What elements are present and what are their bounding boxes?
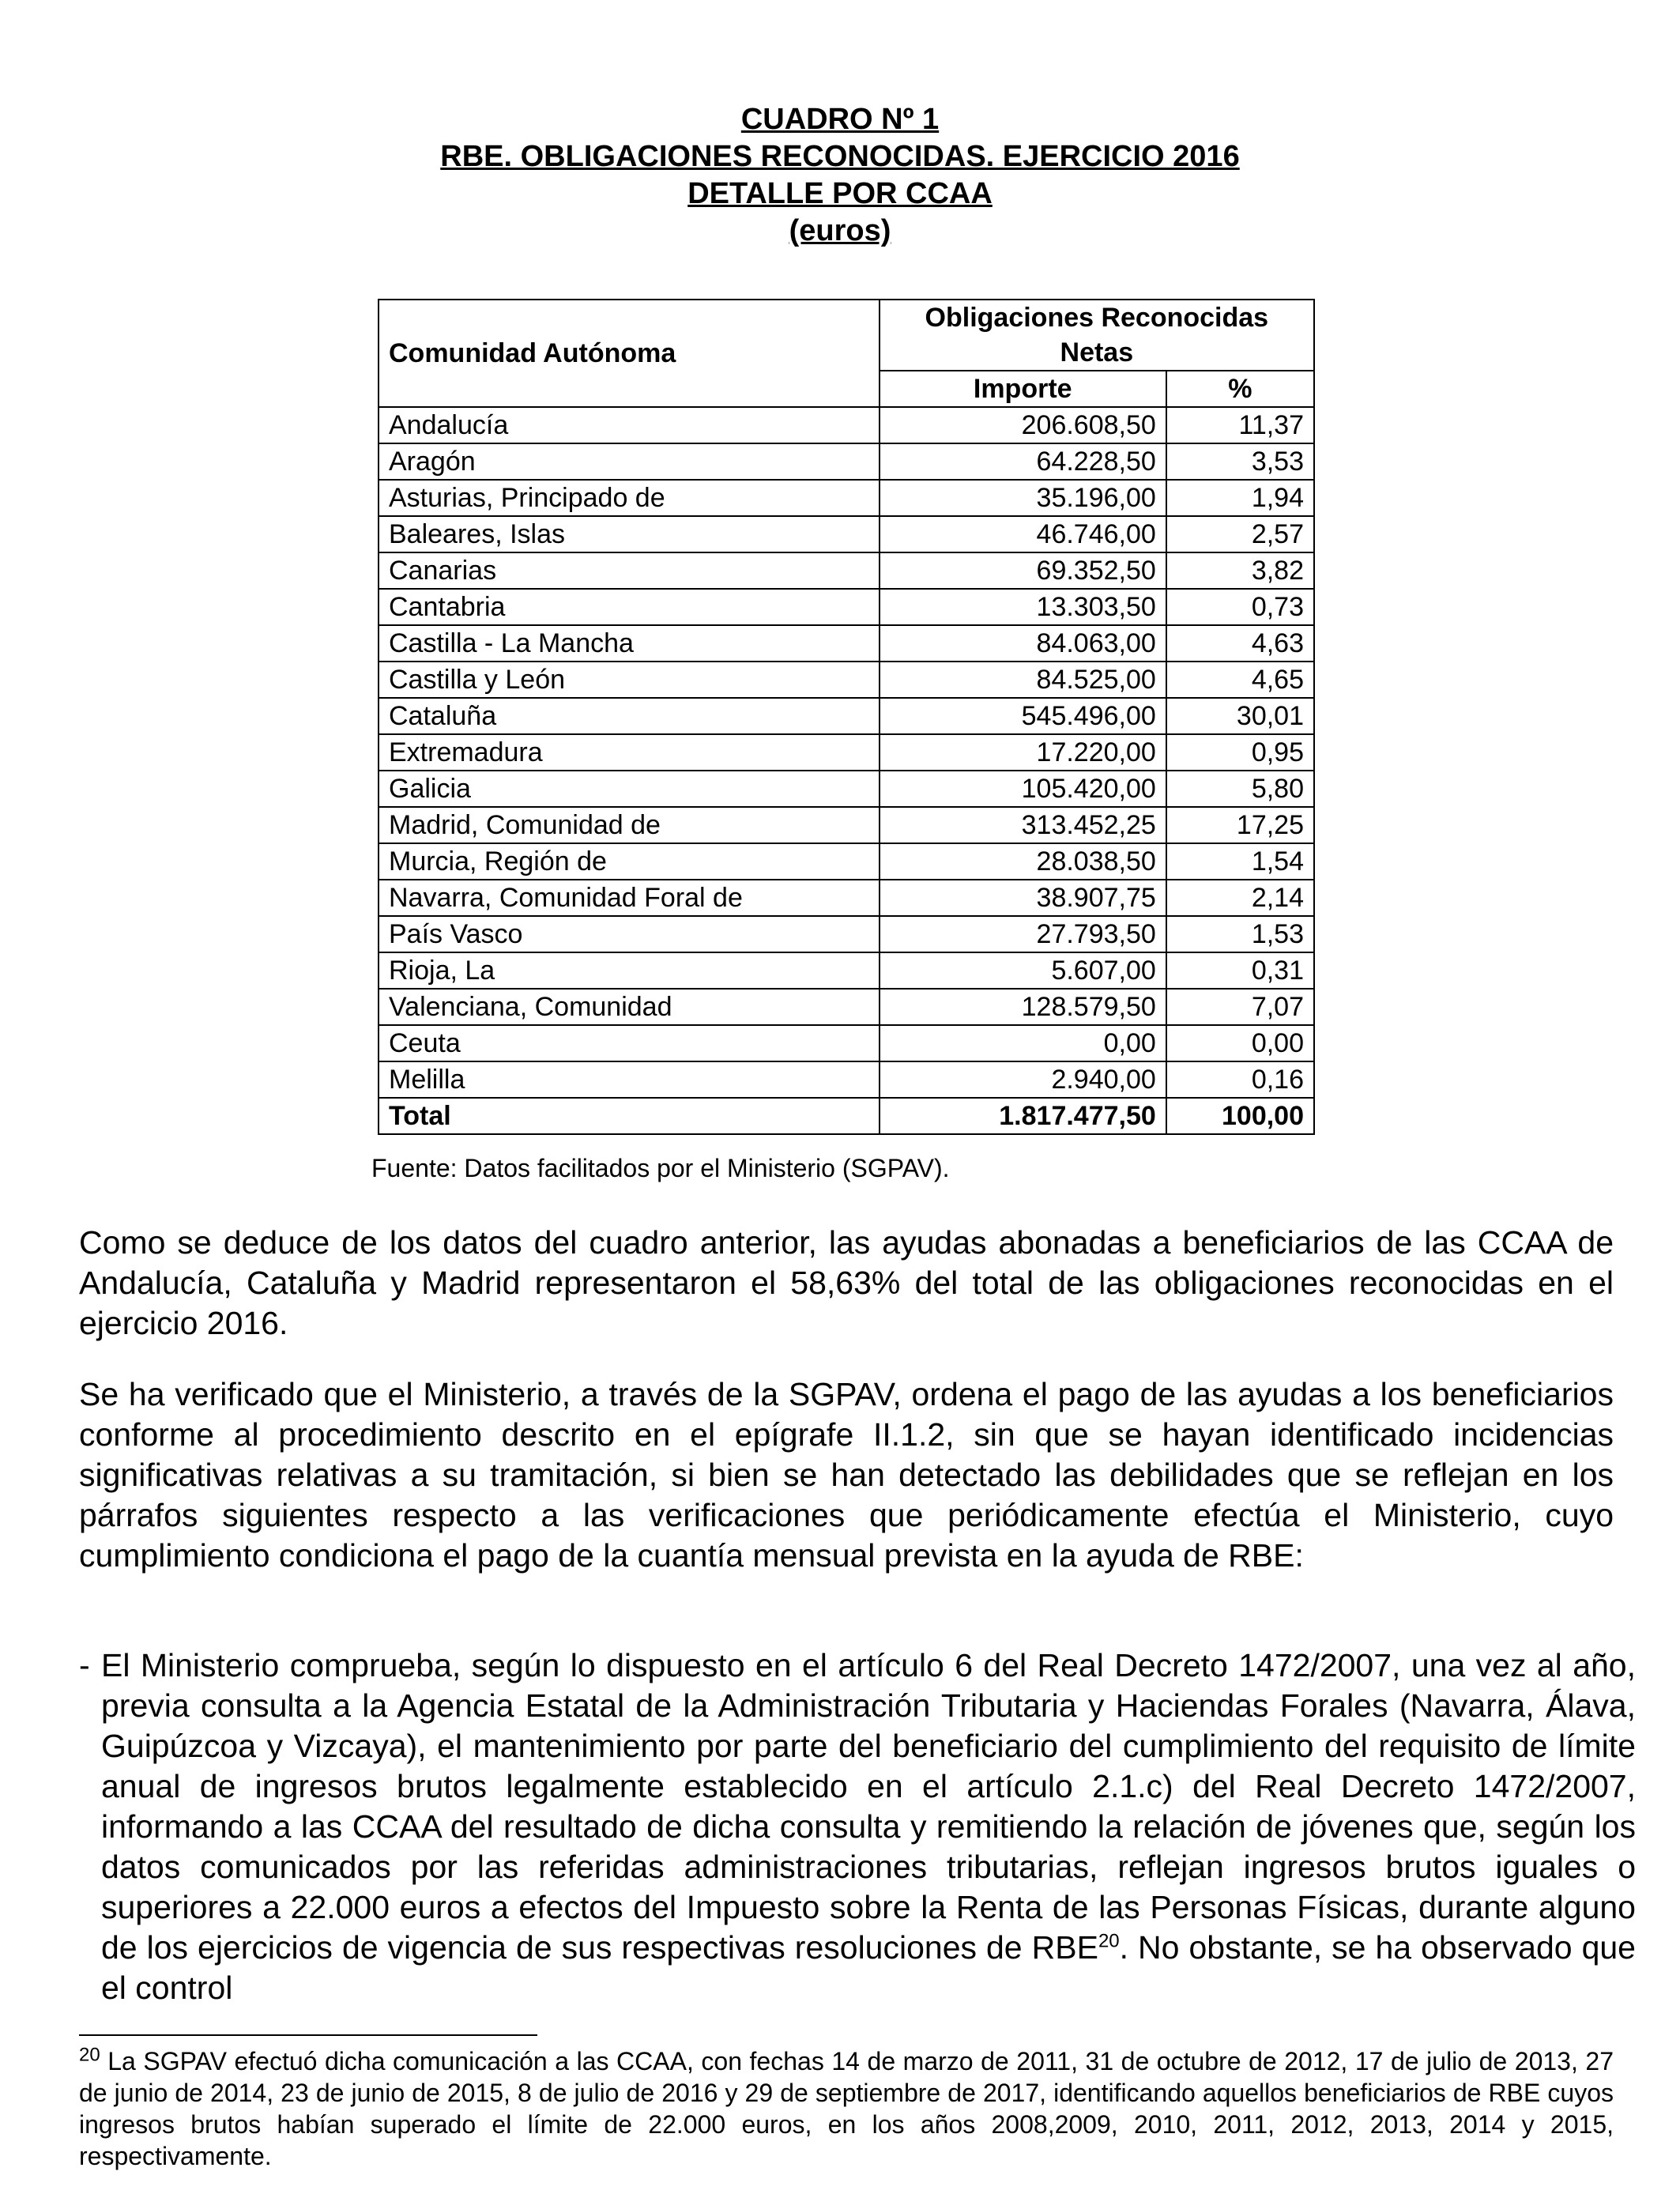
row-pct: 5,80 [1166,771,1314,807]
bullet-text: El Ministerio comprueba, según lo dispuesto en el artículo 6 del Real Decreto 1472/2007, una vez al año, previa consulta a la Agencia Estatal de la Administración Tributaria y Haciendas Forales (Navarra, Álava, Guipúzcoa y Vizcaya), el mantenimiento por parte del beneficiario del cumplimiento del requisito de límite anual de ingresos brutos legalmente establecido en el artículo 2.1.c) del Real Decreto 1472/2007, informando a las CCAA del resultado de dicha consulta y remitiendo la relación de jóvenes que, según los datos comunicados por las referidas administraciones tributarias, reflejan ingresos brutos iguales o superiores a 22.000 euros a efectos del Impuesto sobre la Renta de las Personas Físicas, durante alguno de los ejercicios de vigencia de sus respectivas resoluciones de RBE [101,1647,1636,1966]
table-row [379,843,1314,880]
header-obligaciones: Obligaciones Reconocidas Netas [880,300,1314,371]
row-importe: 206.608,50 [880,407,1166,443]
table-title-units: (euros) [789,214,891,247]
footnote-20 [79,2045,1614,2172]
footnote-separator [79,2034,537,2036]
table-row [379,1061,1314,1098]
table-title-number: CUADRO Nº 1 [740,103,940,136]
table-row [379,516,1314,552]
table-row [379,734,1314,771]
table-row [379,880,1314,916]
paragraph-1: Como se deduce de los datos del cuadro anterior, las ayudas abonadas a beneficiarios de las CCAA de Andalucía, Cataluña y Madrid representaron el 58,63% del total de las obligaciones reconocidas en el ejercicio 2016. [79,1224,1614,1341]
row-name: Canarias [379,552,880,589]
table-row [379,916,1314,952]
row-pct: 1,94 [1166,480,1314,516]
table-row [379,807,1314,843]
table-title-detail: DETALLE POR CCAA [687,177,993,210]
obligaciones-table [378,299,1315,1135]
row-name: Castilla y León [379,662,880,698]
row-name: Asturias, Principado de [379,480,880,516]
total-importe: 1.817.477,50 [880,1098,1166,1134]
row-pct: 2,57 [1166,516,1314,552]
row-pct: 3,53 [1166,443,1314,480]
row-name: Cataluña [379,698,880,734]
row-importe: 13.303,50 [880,589,1166,625]
row-pct: 3,82 [1166,552,1314,589]
bullet-dash: - [79,1647,90,1683]
row-importe: 69.352,50 [880,552,1166,589]
row-importe: 27.793,50 [880,916,1166,952]
row-importe: 0,00 [880,1025,1166,1061]
row-importe: 313.452,25 [880,807,1166,843]
row-name: Navarra, Comunidad Foral de [379,880,880,916]
row-importe: 105.420,00 [880,771,1166,807]
row-name: Castilla - La Mancha [379,625,880,662]
row-pct: 1,54 [1166,843,1314,880]
row-pct: 0,95 [1166,734,1314,771]
row-pct: 11,37 [1166,407,1314,443]
header-importe: Importe [880,371,1166,407]
table-row [379,771,1314,807]
row-pct: 0,73 [1166,589,1314,625]
table-row [379,1025,1314,1061]
row-pct: 4,63 [1166,625,1314,662]
table-row [379,443,1314,480]
header-comunidad: Comunidad Autónoma [379,300,880,407]
row-pct: 7,07 [1166,989,1314,1025]
footnote-number: 20 [79,2044,100,2066]
row-name: Ceuta [379,1025,880,1061]
row-name: Rioja, La [379,952,880,989]
total-label: Total [379,1098,880,1134]
table-title-main: RBE. OBLIGACIONES RECONOCIDAS. EJERCICIO 2016 [440,140,1240,173]
row-importe: 5.607,00 [880,952,1166,989]
row-name: Extremadura [379,734,880,771]
row-importe: 84.525,00 [880,662,1166,698]
bullet-tail: . No obstante, se ha observado que el control [101,1929,1636,2006]
table-row [379,952,1314,989]
row-pct: 2,14 [1166,880,1314,916]
row-name: Aragón [379,443,880,480]
total-pct: 100,00 [1166,1098,1314,1134]
row-importe: 128.579,50 [880,989,1166,1025]
table-row [379,989,1314,1025]
row-pct: 0,31 [1166,952,1314,989]
table-total-row [379,1098,1314,1134]
row-pct: 17,25 [1166,807,1314,843]
row-name: Galicia [379,771,880,807]
row-importe: 38.907,75 [880,880,1166,916]
row-name: Murcia, Región de [379,843,880,880]
table-title-block [0,101,1680,250]
table-row [379,552,1314,589]
header-pct: % [1166,371,1314,407]
table-row [379,407,1314,443]
row-importe: 28.038,50 [880,843,1166,880]
table-row [379,589,1314,625]
row-name: Cantabria [379,589,880,625]
row-name: Valenciana, Comunidad [379,989,880,1025]
row-pct: 1,53 [1166,916,1314,952]
footnote-text: La SGPAV efectuó dicha comunicación a las CCAA, con fechas 14 de marzo de 2011, 31 de octubre de 2012, 17 de julio de 2013, 27 de junio de 2014, 23 de junio de 2015, 8 de julio de 2016 y 29 de septiembre de 2017, identificando aquellos beneficiarios de RBE cuyos ingresos brutos habían superado el límite de 22.000 euros, en los años 2008,2009, 2010, 2011, 2012, 2013, 2014 y 2015, respectivamente. [79,2047,1614,2170]
bullet-paragraph [79,1646,1636,2008]
row-pct: 0,00 [1166,1025,1314,1061]
row-name: Andalucía [379,407,880,443]
row-name: Melilla [379,1061,880,1098]
table-body [379,407,1314,1098]
row-importe: 64.228,50 [880,443,1166,480]
table-source: Fuente: Datos facilitados por el Ministerio (SGPAV). [371,1154,950,1182]
row-importe: 17.220,00 [880,734,1166,771]
row-importe: 35.196,00 [880,480,1166,516]
table-row [379,625,1314,662]
row-name: Madrid, Comunidad de [379,807,880,843]
row-pct: 30,01 [1166,698,1314,734]
table-row [379,698,1314,734]
row-importe: 46.746,00 [880,516,1166,552]
row-pct: 0,16 [1166,1061,1314,1098]
row-name: Baleares, Islas [379,516,880,552]
table-row [379,662,1314,698]
row-importe: 84.063,00 [880,625,1166,662]
row-importe: 2.940,00 [880,1061,1166,1098]
footnote-ref[interactable]: 20 [1098,1930,1120,1952]
paragraph-2: Se ha verificado que el Ministerio, a través de la SGPAV, ordena el pago de las ayudas a los beneficiarios conforme al procedimiento descrito en el epígrafe II.1.2, sin que se hayan identificado incidencias significativas relativas a su tramitación, si bien se han detectado las debilidades que se reflejan en los párrafos siguientes respecto a las verificaciones que periódicamente efectúa el Ministerio, cuyo cumplimiento condiciona el pago de la cuantía mensual prevista en la ayuda de RBE: [79,1376,1614,1574]
row-pct: 4,65 [1166,662,1314,698]
row-importe: 545.496,00 [880,698,1166,734]
row-name: País Vasco [379,916,880,952]
table-row [379,480,1314,516]
